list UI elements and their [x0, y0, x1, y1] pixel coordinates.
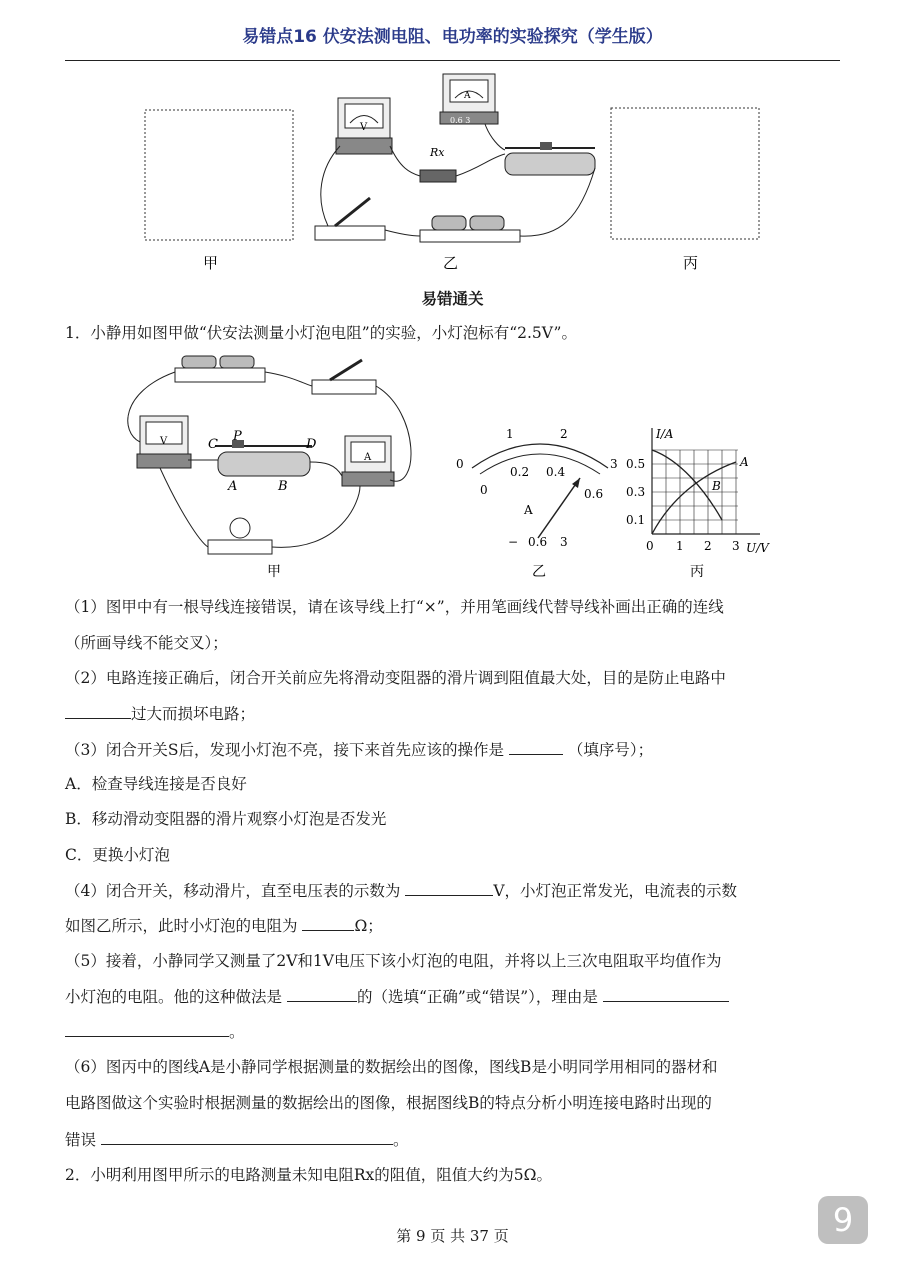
- answer-blank[interactable]: [287, 985, 357, 1002]
- svg-text:I/A: I/A: [656, 427, 674, 441]
- svg-text:A: A: [364, 452, 372, 463]
- svg-text:1: 1: [676, 539, 684, 553]
- svg-text:−: −: [508, 535, 519, 549]
- svg-text:A: A: [464, 91, 471, 101]
- svg-text:丙: 丙: [690, 564, 704, 580]
- svg-text:0.4: 0.4: [546, 465, 566, 479]
- svg-text:乙: 乙: [532, 564, 546, 580]
- svg-text:B: B: [278, 479, 288, 494]
- svg-text:甲: 甲: [267, 564, 281, 580]
- svg-text:0.5: 0.5: [626, 457, 646, 471]
- page-footer: 第 9 页 共 37 页: [396, 1227, 509, 1245]
- answer-blank[interactable]: [101, 1128, 393, 1145]
- q1-intro: 1．小静用如图甲做“伏安法测量小灯泡电阻”的实验，小灯泡标有“2.5V”。: [65, 324, 577, 342]
- svg-text:3: 3: [732, 539, 740, 553]
- svg-text:丙: 丙: [683, 254, 699, 272]
- switch-icon: [312, 360, 376, 394]
- answer-blank[interactable]: [603, 985, 729, 1002]
- svg-text:1: 1: [506, 427, 514, 441]
- answer-blank[interactable]: [405, 879, 493, 896]
- q1-option-a: A．检查导线连接是否良好: [65, 775, 247, 793]
- figure-yi-ammeter-dial: [450, 420, 630, 580]
- svg-text:A: A: [524, 503, 533, 517]
- svg-text:0.6: 0.6: [584, 487, 604, 501]
- page-number-badge: 9: [818, 1196, 868, 1244]
- q1-p6-line3: 错误 。: [65, 1128, 840, 1151]
- answer-blank[interactable]: [65, 1020, 229, 1037]
- answer-blank[interactable]: [65, 702, 131, 719]
- q1-option-c: C．更换小灯泡: [65, 846, 170, 864]
- svg-text:0: 0: [480, 483, 488, 497]
- svg-text:0: 0: [456, 457, 464, 471]
- svg-text:2: 2: [560, 427, 568, 441]
- battery-icon: [175, 356, 265, 382]
- page-header: 易错点16 伏安法测电阻、电功率的实验探究（学生版）: [242, 27, 663, 47]
- svg-text:0.3: 0.3: [626, 485, 646, 499]
- resistor-rx-icon: [420, 146, 456, 182]
- svg-text:C: C: [208, 437, 218, 452]
- svg-text:P: P: [233, 429, 242, 444]
- q1-p1-line2: （所画导线不能交叉）；: [65, 634, 228, 652]
- svg-text:B: B: [712, 479, 721, 493]
- svg-text:甲: 甲: [203, 254, 219, 272]
- svg-text:乙: 乙: [443, 254, 459, 272]
- ammeter-icon: [440, 74, 498, 125]
- svg-text:3: 3: [610, 457, 618, 471]
- q1-p6-line1: （6）图丙中的图线A是小静同学根据测量的数据绘出的图像，图线B是小明同学用相同的器材和: [65, 1058, 718, 1076]
- battery-icon: [420, 216, 520, 242]
- svg-text:0.6 3: 0.6 3: [450, 116, 471, 125]
- q1-p2-line1: （2）电路连接正确后，闭合开关前应先将滑动变阻器的滑片调到阻值最大处，目的是防止电路中: [65, 669, 726, 687]
- svg-text:A: A: [228, 479, 238, 494]
- q1-p3: （3）闭合开关S后，发现小灯泡不亮，接下来首先应该的操作是 （填序号）；: [65, 738, 840, 761]
- svg-text:0.2: 0.2: [510, 465, 530, 479]
- ammeter-icon: [342, 436, 394, 486]
- q1-p4-line1: （4）闭合开关，移动滑片，直至电压表的示数为 V，小灯泡正常发光，电流表的示数: [65, 879, 840, 902]
- frame-bing: [611, 108, 759, 239]
- q2-intro: 2．小明利用图甲所示的电路测量未知电阻Rx的阻值，阻值大约为5Ω。: [65, 1166, 552, 1184]
- section-title: 易错通关: [421, 290, 484, 308]
- top-figure: [60, 68, 850, 283]
- q1-p2-line2: 过大而损坏电路；: [65, 702, 840, 725]
- q1-p5-line1: （5）接着，小静同学又测量了2V和1V电压下该小灯泡的电阻，并将以上三次电阻取平均值作为: [65, 952, 722, 970]
- svg-text:Rx: Rx: [430, 146, 445, 159]
- figure-bing-iv-graph: [620, 420, 800, 580]
- q1-p6-line2: 电路图做这个实验时根据测量的数据绘出的图像，根据图线B的特点分析小明连接电路时出现的: [65, 1094, 712, 1112]
- header-rule: [65, 60, 840, 61]
- rheostat-icon: [215, 440, 312, 476]
- voltmeter-icon: [137, 416, 191, 468]
- svg-text:D: D: [306, 437, 317, 452]
- answer-blank[interactable]: [302, 914, 354, 931]
- svg-text:0.6: 0.6: [528, 535, 548, 549]
- frame-jia: [145, 110, 293, 240]
- q1-p1-line1: （1）图甲中有一根导线连接错误，请在该导线上打“×”，并用笔画线代替导线补画出正确的连线: [65, 598, 724, 616]
- bulb-icon: [208, 518, 272, 554]
- svg-text:V: V: [160, 436, 168, 447]
- voltmeter-icon: [336, 98, 392, 154]
- svg-text:0.1: 0.1: [626, 513, 646, 527]
- answer-blank[interactable]: [509, 738, 563, 755]
- q1-p4-line2: 如图乙所示，此时小灯泡的电阻为 Ω；: [65, 914, 840, 937]
- svg-text:2: 2: [704, 539, 712, 553]
- svg-text:U/V: U/V: [746, 541, 769, 555]
- q1-p5-line3: 。: [65, 1020, 840, 1043]
- svg-text:0: 0: [646, 539, 654, 553]
- rheostat-icon: [505, 142, 595, 175]
- q1-option-b: B．移动滑动变阻器的滑片观察小灯泡是否发光: [65, 810, 387, 828]
- figure-jia: [120, 352, 440, 582]
- q1-p5-line2: 小灯泡的电阻。他的这种做法是 的（选填“正确”或“错误”），理由是: [65, 985, 840, 1008]
- svg-text:3: 3: [560, 535, 568, 549]
- svg-text:V: V: [360, 122, 368, 133]
- svg-text:A: A: [740, 455, 749, 469]
